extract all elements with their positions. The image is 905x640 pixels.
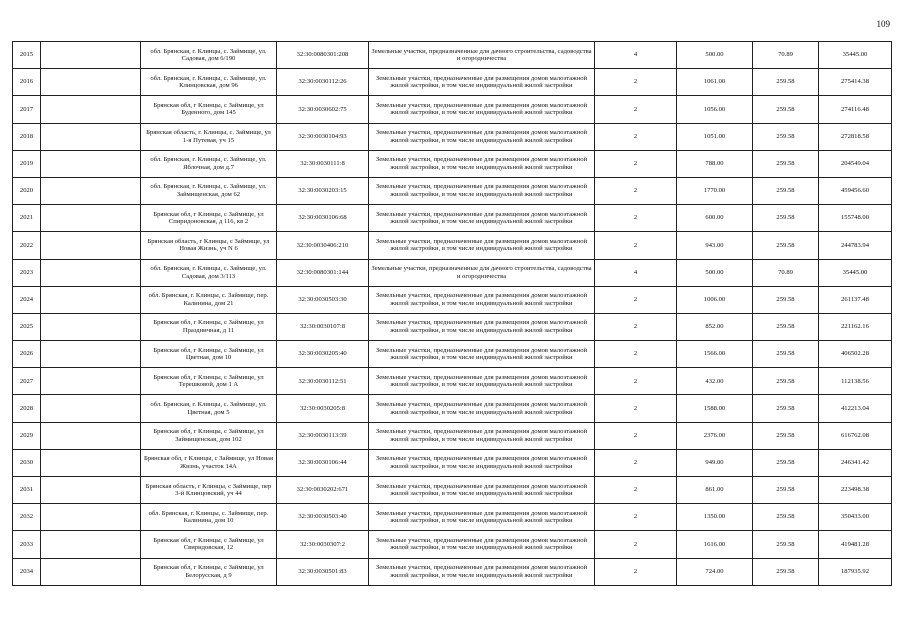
cadastral-value-cell: 261137.48 <box>819 286 892 313</box>
use-group-cell: 2 <box>595 177 677 204</box>
area-cell: 861.00 <box>677 477 753 504</box>
spacer-cell <box>41 558 141 585</box>
cadastral-rate-cell: 259.58 <box>753 123 819 150</box>
use-group-cell: 2 <box>595 69 677 96</box>
cadastral-value-cell: 204549.04 <box>819 150 892 177</box>
spacer-cell <box>41 341 141 368</box>
row-number-cell: 2025 <box>13 313 41 340</box>
use-group-cell: 2 <box>595 531 677 558</box>
spacer-cell <box>41 504 141 531</box>
use-group-cell: 2 <box>595 286 677 313</box>
address-cell: Брянская обл, г Клинцы, с Займище, ул Займищенская, дом 102 <box>141 422 277 449</box>
row-number-cell: 2030 <box>13 449 41 476</box>
cadastral-value-cell: 223498.38 <box>819 477 892 504</box>
row-number-cell: 2022 <box>13 232 41 259</box>
row-number-cell: 2034 <box>13 558 41 585</box>
table-row <box>13 558 892 585</box>
area-cell: 1350.00 <box>677 504 753 531</box>
row-number-cell: 2023 <box>13 259 41 286</box>
cadastral-number-cell: 32:30:0080301:208 <box>277 42 369 69</box>
land-use-cell: Земельные участки, предназначенные для размещения домов малоэтажной жилой застройки, в том числе индивидуальной жилой застройки <box>369 341 595 368</box>
area-cell: 600.00 <box>677 205 753 232</box>
address-cell: Брянская область, г. Клинцы, с. Займище, ул 1-я Путевая, уч 15 <box>141 123 277 150</box>
spacer-cell <box>41 449 141 476</box>
cadastral-number-cell: 32:30:0030503:40 <box>277 504 369 531</box>
cadastral-rate-cell: 259.58 <box>753 504 819 531</box>
address-cell: обл. Брянская, г. Клинцы, с. Займище, ул. Яблочная, дом д.7 <box>141 150 277 177</box>
use-group-cell: 2 <box>595 205 677 232</box>
cadastral-value-cell: 616762.08 <box>819 422 892 449</box>
cadastral-number-cell: 32:30:0030406:210 <box>277 232 369 259</box>
row-number-cell: 2027 <box>13 368 41 395</box>
row-number-cell: 2021 <box>13 205 41 232</box>
table-row <box>13 205 892 232</box>
table-row <box>13 531 892 558</box>
cadastral-rate-cell: 259.58 <box>753 150 819 177</box>
use-group-cell: 2 <box>595 123 677 150</box>
table-row <box>13 286 892 313</box>
cadastral-value-cell: 274116.48 <box>819 96 892 123</box>
cadastral-number-cell: 32:30:0030112:26 <box>277 69 369 96</box>
cadastral-rate-cell: 259.58 <box>753 313 819 340</box>
spacer-cell <box>41 313 141 340</box>
table-row <box>13 449 892 476</box>
cadastral-value-cell: 35445.00 <box>819 259 892 286</box>
spacer-cell <box>41 259 141 286</box>
address-cell: обл. Брянская, г. Клинцы, с. Займище, ул. Садовая, дом 6/190 <box>141 42 277 69</box>
use-group-cell: 2 <box>595 449 677 476</box>
area-cell: 1588.00 <box>677 395 753 422</box>
cadastral-value-cell: 459456.60 <box>819 177 892 204</box>
table-row <box>13 42 892 69</box>
spacer-cell <box>41 150 141 177</box>
row-number-cell: 2031 <box>13 477 41 504</box>
area-cell: 724.00 <box>677 558 753 585</box>
land-use-cell: Земельные участки, предназначенные для размещения домов малоэтажной жилой застройки, в том числе индивидуальной жилой застройки <box>369 177 595 204</box>
address-cell: обл. Брянская, г. Клинцы, с. Займище, ул. Займищенская, дом 62 <box>141 177 277 204</box>
use-group-cell: 2 <box>595 96 677 123</box>
address-cell: Брянская обл, г Клинцы, с Займище, ул Цветная, дом 10 <box>141 341 277 368</box>
cadastral-number-cell: 32:30:0030501:83 <box>277 558 369 585</box>
table-row <box>13 368 892 395</box>
table-row <box>13 313 892 340</box>
land-use-cell: Земельные участки, предназначенные для размещения домов малоэтажной жилой застройки, в том числе индивидуальной жилой застройки <box>369 286 595 313</box>
address-cell: Брянская обл, г Клинцы, с Займище, ул Белорусская, д 9 <box>141 558 277 585</box>
spacer-cell <box>41 368 141 395</box>
cadastral-rate-cell: 70.89 <box>753 42 819 69</box>
row-number-cell: 2032 <box>13 504 41 531</box>
land-use-cell: Земельные участки, предназначенные для размещения домов малоэтажной жилой застройки, в том числе индивидуальной жилой застройки <box>369 96 595 123</box>
land-use-cell: Земельные участки, предназначенные для размещения домов малоэтажной жилой застройки, в том числе индивидуальной жилой застройки <box>369 477 595 504</box>
cadastral-rate-cell: 259.58 <box>753 558 819 585</box>
cadastral-rate-cell: 259.58 <box>753 449 819 476</box>
table-row <box>13 504 892 531</box>
cadastral-number-cell: 32:30:0030113:39 <box>277 422 369 449</box>
cadastral-rate-cell: 259.58 <box>753 422 819 449</box>
area-cell: 1061.00 <box>677 69 753 96</box>
table-row <box>13 341 892 368</box>
row-number-cell: 2018 <box>13 123 41 150</box>
row-number-cell: 2029 <box>13 422 41 449</box>
cadastral-value-cell: 155748.00 <box>819 205 892 232</box>
cadastral-number-cell: 32:30:0030203:15 <box>277 177 369 204</box>
land-use-cell: Земельные участки, предназначенные для размещения домов малоэтажной жилой застройки, в том числе индивидуальной жилой застройки <box>369 123 595 150</box>
address-cell: Брянская область, г Клинцы, с Займище, пер 3-й Клинцовский, уч 44 <box>141 477 277 504</box>
cadastral-value-cell: 244783.94 <box>819 232 892 259</box>
address-cell: обл. Брянская, г. Клинцы, с. Займище, пер. Калинина, дом 21 <box>141 286 277 313</box>
use-group-cell: 2 <box>595 150 677 177</box>
area-cell: 1770.00 <box>677 177 753 204</box>
area-cell: 500.00 <box>677 259 753 286</box>
cadastral-rate-cell: 259.58 <box>753 531 819 558</box>
address-cell: Брянская область, г Клинцы, с Займище, ул Новая Жизнь, уч N 6 <box>141 232 277 259</box>
row-number-cell: 2019 <box>13 150 41 177</box>
spacer-cell <box>41 42 141 69</box>
row-number-cell: 2017 <box>13 96 41 123</box>
area-cell: 1616.00 <box>677 531 753 558</box>
row-number-cell: 2026 <box>13 341 41 368</box>
use-group-cell: 4 <box>595 42 677 69</box>
address-cell: обл. Брянская, г. Клинцы, с. Займище, пер. Калинина, дом 10 <box>141 504 277 531</box>
land-use-cell: Земельные участки, предназначенные для размещения домов малоэтажной жилой застройки, в том числе индивидуальной жилой застройки <box>369 395 595 422</box>
land-use-cell: Земельные участки, предназначенные для размещения домов малоэтажной жилой застройки, в том числе индивидуальной жилой застройки <box>369 531 595 558</box>
address-cell: Брянская обл, г Клинцы, с Займище, ул Свиридовская, 12 <box>141 531 277 558</box>
land-use-cell: Земельные участки, предназначенные для размещения домов малоэтажной жилой застройки, в том числе индивидуальной жилой застройки <box>369 205 595 232</box>
cadastral-rate-cell: 259.58 <box>753 205 819 232</box>
cadastral-value-cell: 187935.92 <box>819 558 892 585</box>
cadastral-rate-cell: 259.58 <box>753 395 819 422</box>
table-row <box>13 123 892 150</box>
use-group-cell: 2 <box>595 504 677 531</box>
address-cell: обл. Брянская, г. Клинцы, с. Займище, ул. Садовая, дом 3/113 <box>141 259 277 286</box>
cadastral-rate-cell: 259.58 <box>753 341 819 368</box>
area-cell: 1051.00 <box>677 123 753 150</box>
area-cell: 500.00 <box>677 42 753 69</box>
cadastral-number-cell: 32:30:0080301:144 <box>277 259 369 286</box>
land-use-cell: Земельные участки, предназначенные для размещения домов малоэтажной жилой застройки, в том числе индивидуальной жилой застройки <box>369 422 595 449</box>
cadastral-number-cell: 32:30:0030106:68 <box>277 205 369 232</box>
use-group-cell: 2 <box>595 341 677 368</box>
use-group-cell: 2 <box>595 368 677 395</box>
spacer-cell <box>41 422 141 449</box>
cadastral-value-cell: 412213.04 <box>819 395 892 422</box>
cadastral-value-cell: 272818.58 <box>819 123 892 150</box>
cadastral-rate-cell: 259.58 <box>753 177 819 204</box>
table-row <box>13 232 892 259</box>
cadastral-number-cell: 32:30:0030107:8 <box>277 313 369 340</box>
cadastral-value-cell: 406502.28 <box>819 341 892 368</box>
address-cell: обл. Брянская, г. Клинцы, с. Займище, ул. Клинцовская, дом 96 <box>141 69 277 96</box>
table-row <box>13 477 892 504</box>
use-group-cell: 2 <box>595 313 677 340</box>
land-use-cell: Земельные участки, предназначенные для размещения домов малоэтажной жилой застройки, в том числе индивидуальной жилой застройки <box>369 558 595 585</box>
spacer-cell <box>41 205 141 232</box>
land-use-cell: Земельные участки, предназначенные для дачного строительства, садоводства и огородничества <box>369 42 595 69</box>
spacer-cell <box>41 123 141 150</box>
spacer-cell <box>41 395 141 422</box>
area-cell: 852.00 <box>677 313 753 340</box>
land-use-cell: Земельные участки, предназначенные для размещения домов малоэтажной жилой застройки, в том числе индивидуальной жилой застройки <box>369 150 595 177</box>
spacer-cell <box>41 531 141 558</box>
row-number-cell: 2028 <box>13 395 41 422</box>
cadastral-value-cell: 112138.56 <box>819 368 892 395</box>
area-cell: 2376.00 <box>677 422 753 449</box>
address-cell: Брянская обл, г Клинцы, с Займище, ул Спиридоновская, д 116, кв 2 <box>141 205 277 232</box>
table-row <box>13 422 892 449</box>
cadastral-number-cell: 32:30:0030202:671 <box>277 477 369 504</box>
page-number: 109 <box>876 19 890 29</box>
area-cell: 1006.00 <box>677 286 753 313</box>
address-cell: Брянская обл, г Клинцы, с Займище, ул Буденного, дом 145 <box>141 96 277 123</box>
cadastral-rate-cell: 259.58 <box>753 69 819 96</box>
table-row <box>13 395 892 422</box>
address-cell: Брянская обл, г Клинцы, с Займище, ул Праздничная, д 11 <box>141 313 277 340</box>
table-row <box>13 69 892 96</box>
row-number-cell: 2020 <box>13 177 41 204</box>
row-number-cell: 2033 <box>13 531 41 558</box>
land-use-cell: Земельные участки, предназначенные для размещения домов малоэтажной жилой застройки, в том числе индивидуальной жилой застройки <box>369 313 595 340</box>
area-cell: 1056.00 <box>677 96 753 123</box>
land-use-cell: Земельные участки, предназначенные для размещения домов малоэтажной жилой застройки, в том числе индивидуальной жилой застройки <box>369 368 595 395</box>
cadastral-value-cell: 35445.00 <box>819 42 892 69</box>
cadastral-number-cell: 32:30:0030111:8 <box>277 150 369 177</box>
spacer-cell <box>41 286 141 313</box>
address-cell: Брянская обл, г Клинцы, с Займище, ул Терешковой, дом 1 А <box>141 368 277 395</box>
area-cell: 949.00 <box>677 449 753 476</box>
cadastral-rate-cell: 70.89 <box>753 259 819 286</box>
cadastral-rate-cell: 259.58 <box>753 477 819 504</box>
land-use-cell: Земельные участки, предназначенные для размещения домов малоэтажной жилой застройки, в том числе индивидуальной жилой застройки <box>369 69 595 96</box>
cadastral-rate-cell: 259.58 <box>753 96 819 123</box>
cadastral-value-cell: 419481.28 <box>819 531 892 558</box>
cadastral-rate-cell: 259.58 <box>753 286 819 313</box>
cadastral-value-cell: 221162.16 <box>819 313 892 340</box>
cadastral-value-cell: 350433.00 <box>819 504 892 531</box>
use-group-cell: 4 <box>595 259 677 286</box>
cadastral-rate-cell: 259.58 <box>753 368 819 395</box>
cadastral-number-cell: 32:30:0030307:2 <box>277 531 369 558</box>
address-cell: Брянская обл, г Клинцы, с Займище, ул Новая Жизнь, участок 14А <box>141 449 277 476</box>
table-row <box>13 150 892 177</box>
spacer-cell <box>41 69 141 96</box>
land-use-cell: Земельные участки, предназначенные для дачного строительства, садоводства и огородничества <box>369 259 595 286</box>
table-body <box>13 42 892 586</box>
area-cell: 1566.00 <box>677 341 753 368</box>
land-use-cell: Земельные участки, предназначенные для размещения домов малоэтажной жилой застройки, в том числе индивидуальной жилой застройки <box>369 232 595 259</box>
land-registry-table <box>12 41 892 586</box>
cadastral-number-cell: 32:30:0030205:40 <box>277 341 369 368</box>
land-use-cell: Земельные участки, предназначенные для размещения домов малоэтажной жилой застройки, в том числе индивидуальной жилой застройки <box>369 504 595 531</box>
area-cell: 788.00 <box>677 150 753 177</box>
use-group-cell: 2 <box>595 395 677 422</box>
cadastral-rate-cell: 259.58 <box>753 232 819 259</box>
cadastral-number-cell: 32:30:0030503:30 <box>277 286 369 313</box>
cadastral-value-cell: 275414.38 <box>819 69 892 96</box>
spacer-cell <box>41 177 141 204</box>
cadastral-number-cell: 32:30:0030106:44 <box>277 449 369 476</box>
land-use-cell: Земельные участки, предназначенные для размещения домов малоэтажной жилой застройки, в том числе индивидуальной жилой застройки <box>369 449 595 476</box>
cadastral-number-cell: 32:30:0030104:93 <box>277 123 369 150</box>
use-group-cell: 2 <box>595 477 677 504</box>
use-group-cell: 2 <box>595 422 677 449</box>
cadastral-number-cell: 32:30:0030602:75 <box>277 96 369 123</box>
spacer-cell <box>41 477 141 504</box>
row-number-cell: 2024 <box>13 286 41 313</box>
row-number-cell: 2016 <box>13 69 41 96</box>
area-cell: 943.00 <box>677 232 753 259</box>
cadastral-value-cell: 246341.42 <box>819 449 892 476</box>
address-cell: обл. Брянская, г. Клинцы, с. Займище, ул. Цветная, дом 5 <box>141 395 277 422</box>
use-group-cell: 2 <box>595 232 677 259</box>
table-row <box>13 259 892 286</box>
table-row <box>13 177 892 204</box>
spacer-cell <box>41 232 141 259</box>
spacer-cell <box>41 96 141 123</box>
area-cell: 432.00 <box>677 368 753 395</box>
cadastral-number-cell: 32:30:0030112:51 <box>277 368 369 395</box>
row-number-cell: 2015 <box>13 42 41 69</box>
cadastral-number-cell: 32:30:0030205:8 <box>277 395 369 422</box>
use-group-cell: 2 <box>595 558 677 585</box>
table-row <box>13 96 892 123</box>
